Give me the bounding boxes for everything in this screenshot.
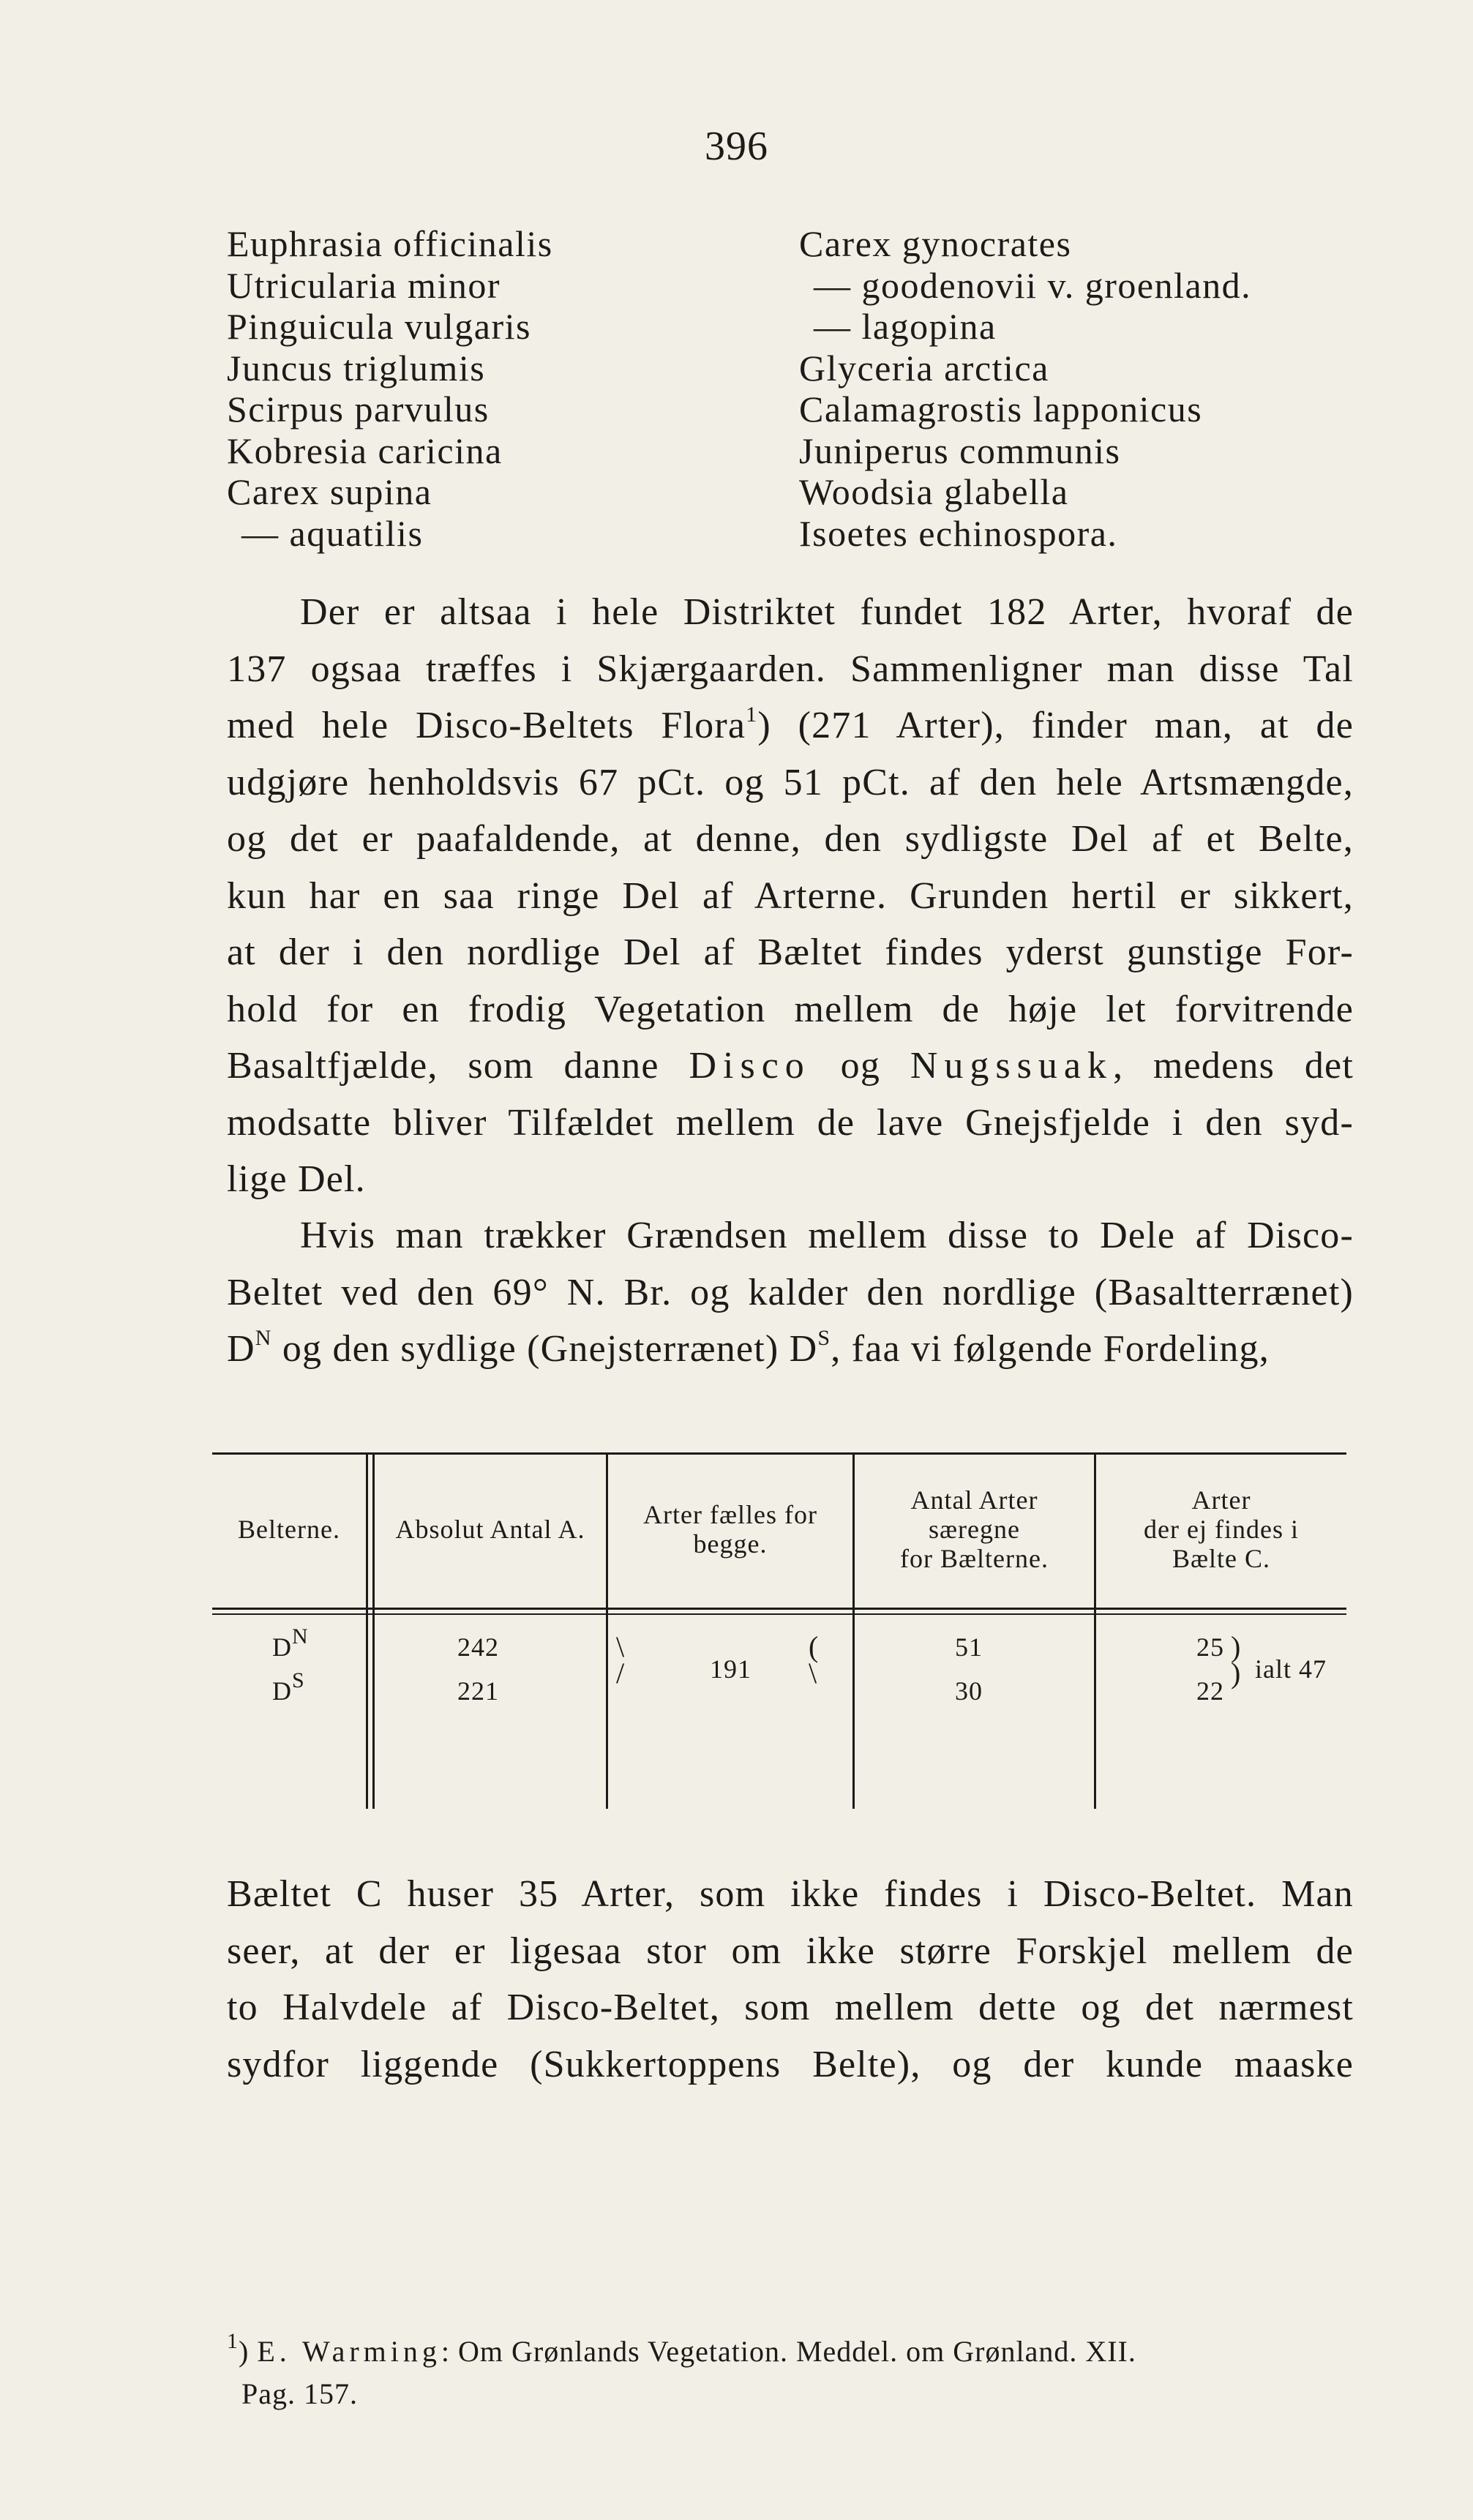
footnote — [227, 2330, 1136, 2415]
species-item: Isoetes echinospora. — [799, 512, 1118, 554]
header-absolut-antal: Absolut Antal A. — [395, 1515, 585, 1544]
species-item: — goodenovii v. groenland. — [814, 264, 1252, 306]
species-item: Glyceria arctica — [799, 347, 1049, 389]
text-line: 137 ogsaa træffes i Skjærgaarden. Sammenligner man disse Tal — [227, 648, 1354, 690]
text-line: kun har en saa ringe Del af Arterne. Grunden hertil er sikkert, — [227, 874, 1354, 917]
text-line: Bæltet C huser 35 Arter, som ikke findes i Disco-Beltet. Man — [227, 1873, 1354, 1915]
text-line: hold for en frodig Vegetation mellem de høje let forvitrende — [227, 988, 1354, 1030]
text-line: modsatte bliver Tilfældet mellem de lave Gnejsfjelde i den syd- — [227, 1101, 1354, 1144]
absolut-value: 242 — [457, 1632, 499, 1662]
text-line: Hvis man trækker Grændsen mellem disse to Dele af Disco- — [300, 1215, 1354, 1256]
ej-findes-value: 25 — [1196, 1632, 1224, 1662]
text-line: lige Del. — [227, 1158, 366, 1200]
page-number: 396 — [705, 124, 768, 169]
species-item: — lagopina — [814, 306, 997, 347]
footnote-ref: 1 — [746, 702, 758, 727]
faelles-value: 191 — [710, 1654, 752, 1684]
distribution-table — [212, 1452, 1346, 1809]
header-ej-findes: Arter der ej findes i Bælte C. — [1144, 1485, 1299, 1573]
paragraph-boundary — [227, 1207, 1354, 1378]
text-line: og det er paafaldende, at denne, den sydligste Del af et Belte, — [227, 818, 1354, 860]
text-segment: D — [227, 1328, 255, 1370]
text-line — [227, 697, 1354, 754]
table-col-divider — [366, 1452, 368, 1809]
brace-right: ( \ — [809, 1630, 819, 1690]
text-line: Beltet ved den 69° N. Br. og kalder den nordlige (Basaltterrænet) — [227, 1271, 1354, 1313]
superscript: S — [817, 1325, 831, 1350]
text-line: udgjøre henholdsvis 67 pCt. og 51 pCt. af den hele Artsmængde, — [227, 761, 1354, 803]
paragraph-belt-c — [227, 1866, 1354, 2093]
footnote-author: E. Warming — [257, 2335, 441, 2368]
table-rule-header-double — [212, 1613, 1346, 1615]
text-segment: og — [810, 1045, 910, 1087]
text-line: Der er altsaa i hele Distriktet fundet 182 Arter, hvoraf de — [300, 591, 1354, 633]
footnote-text: : Om Grønlands Vegetation. Meddel. om Grønland. XII. — [441, 2335, 1136, 2368]
text-line: seer, at der er ligesaa stor om ikke større Forskjel mellem de — [227, 1930, 1354, 1972]
superscript: N — [255, 1325, 272, 1350]
ej-findes-value: 22 — [1196, 1676, 1224, 1706]
species-list-left — [227, 223, 553, 554]
text-segment: med hele Disco-Beltets Flora — [227, 705, 746, 746]
header-saeregne: Antal Arter særegne for Bælterne. — [900, 1485, 1049, 1573]
belt-label: $D^S$ — [272, 1668, 305, 1706]
footnote-line: Pag. 157. — [241, 2377, 358, 2410]
text-segment: , faa vi følgende Fordeling, — [831, 1328, 1270, 1370]
species-item: Kobresia caricina — [227, 430, 503, 471]
species-item: Carex gynocrates — [799, 223, 1072, 264]
text-line — [227, 1038, 1354, 1095]
text-line: to Halvdele af Disco-Beltet, som mellem dette og det nærmest — [227, 1987, 1354, 2028]
species-item: Pinguicula vulgaris — [227, 306, 531, 347]
brace-total: ) ) — [1231, 1630, 1241, 1690]
absolut-value: 221 — [457, 1676, 499, 1706]
species-item: — aquatilis — [241, 512, 424, 554]
ialt-total: ialt 47 — [1255, 1654, 1327, 1684]
species-item: Scirpus parvulus — [227, 389, 490, 430]
place-name-nugssuak: Nugssuak — [910, 1045, 1113, 1087]
text-segment: ) (271 Arter), finder man, at de — [757, 705, 1354, 746]
species-list-right — [799, 223, 1251, 554]
place-name-disco: Disco — [689, 1045, 811, 1087]
text-line — [227, 1321, 1354, 1378]
text-line: sydfor liggende (Sukkertoppens Belte), og der kunde maaske — [227, 2043, 1354, 2085]
header-belterne: Belterne. — [238, 1515, 340, 1544]
species-item: Utricularia minor — [227, 264, 501, 306]
footnote-line: $^1$) E. Warming: Om Grønlands Vegetation. Meddel. om Grønland. XII. — [227, 2328, 1136, 2368]
text-segment: og den sydlige (Gnejsterrænet) D — [271, 1328, 818, 1370]
species-item: Woodsia glabella — [799, 471, 1069, 512]
header-faelles: Arter fælles for begge. — [643, 1500, 817, 1559]
saeregne-value: 30 — [955, 1676, 983, 1706]
species-item: Juniperus communis — [799, 430, 1121, 471]
brace-left: \ / — [616, 1630, 625, 1690]
text-segment: Basaltfjælde, som danne — [227, 1045, 689, 1087]
text-line: at der i den nordlige Del af Bæltet findes yderst gunstige For- — [227, 931, 1354, 973]
paragraph-distribution — [227, 584, 1354, 1208]
species-item: Carex supina — [227, 471, 432, 512]
species-item: Calamagrostis lapponicus — [799, 389, 1203, 430]
text-segment: , medens det — [1112, 1045, 1354, 1087]
species-item: Euphrasia officinalis — [227, 223, 553, 264]
species-item: Juncus triglumis — [227, 347, 486, 389]
belt-label: $D^N$ — [272, 1624, 309, 1662]
table-rule-header — [212, 1608, 1346, 1610]
saeregne-value: 51 — [955, 1632, 983, 1662]
